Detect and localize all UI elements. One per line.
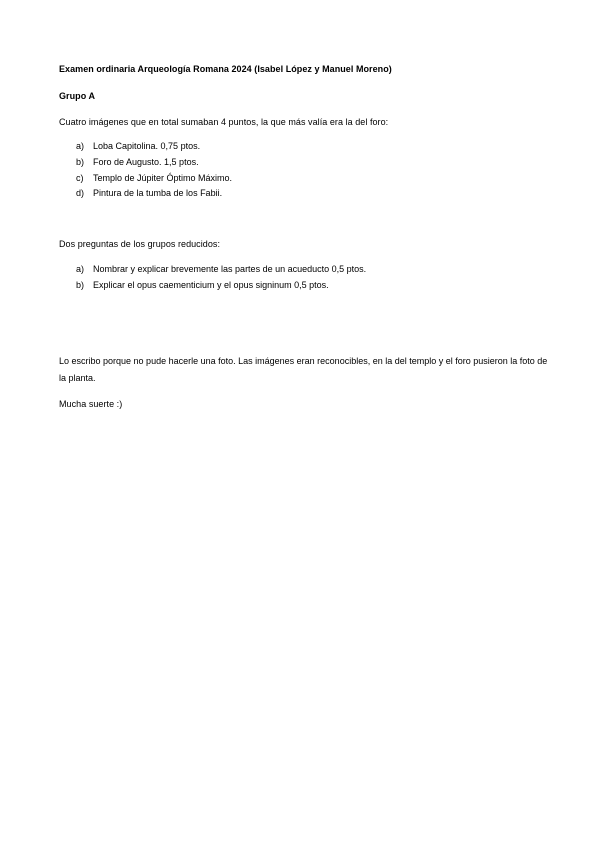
list-item-text: Templo de Júpiter Óptimo Máximo. [93,173,233,183]
list-item [76,279,329,291]
list-item [76,140,200,152]
list-marker: b) [76,157,85,167]
list-item-text: Foro de Augusto. 1,5 ptos. [93,157,199,167]
group-heading: Grupo A [59,91,96,101]
list-marker: b) [76,280,85,290]
list-item [76,187,222,199]
list-marker: a) [76,264,85,274]
list-item [76,172,232,184]
list-marker: a) [76,141,85,151]
closing-line: Mucha suerte :) [59,399,123,409]
list-item-text: Nombrar y explicar brevemente las partes de un acueducto 0,5 ptos. [93,264,367,274]
list-item-text: Explicar el opus caementicium y el opus signinum 0,5 ptos. [93,280,329,290]
list-item [76,263,366,275]
images-intro: Cuatro imágenes que en total sumaban 4 puntos, la que más valía era la del foro: [59,117,389,127]
list-marker: d) [76,188,85,198]
document-title: Examen ordinaria Arqueología Romana 2024 (Isabel López y Manuel Moreno) [59,64,392,74]
note-paragraph: Lo escribo porque no pude hacerle una foto. Las imágenes eran reconocibles, en la del templo y el foro pusieron la foto de la planta. [59,356,548,383]
list-item-text: Pintura de la tumba de los Fabii. [93,188,223,198]
list-marker: c) [76,173,84,183]
list-item-text: Loba Capitolina. 0,75 ptos. [93,141,201,151]
questions-intro: Dos preguntas de los grupos reducidos: [59,239,220,249]
list-item [76,156,199,168]
